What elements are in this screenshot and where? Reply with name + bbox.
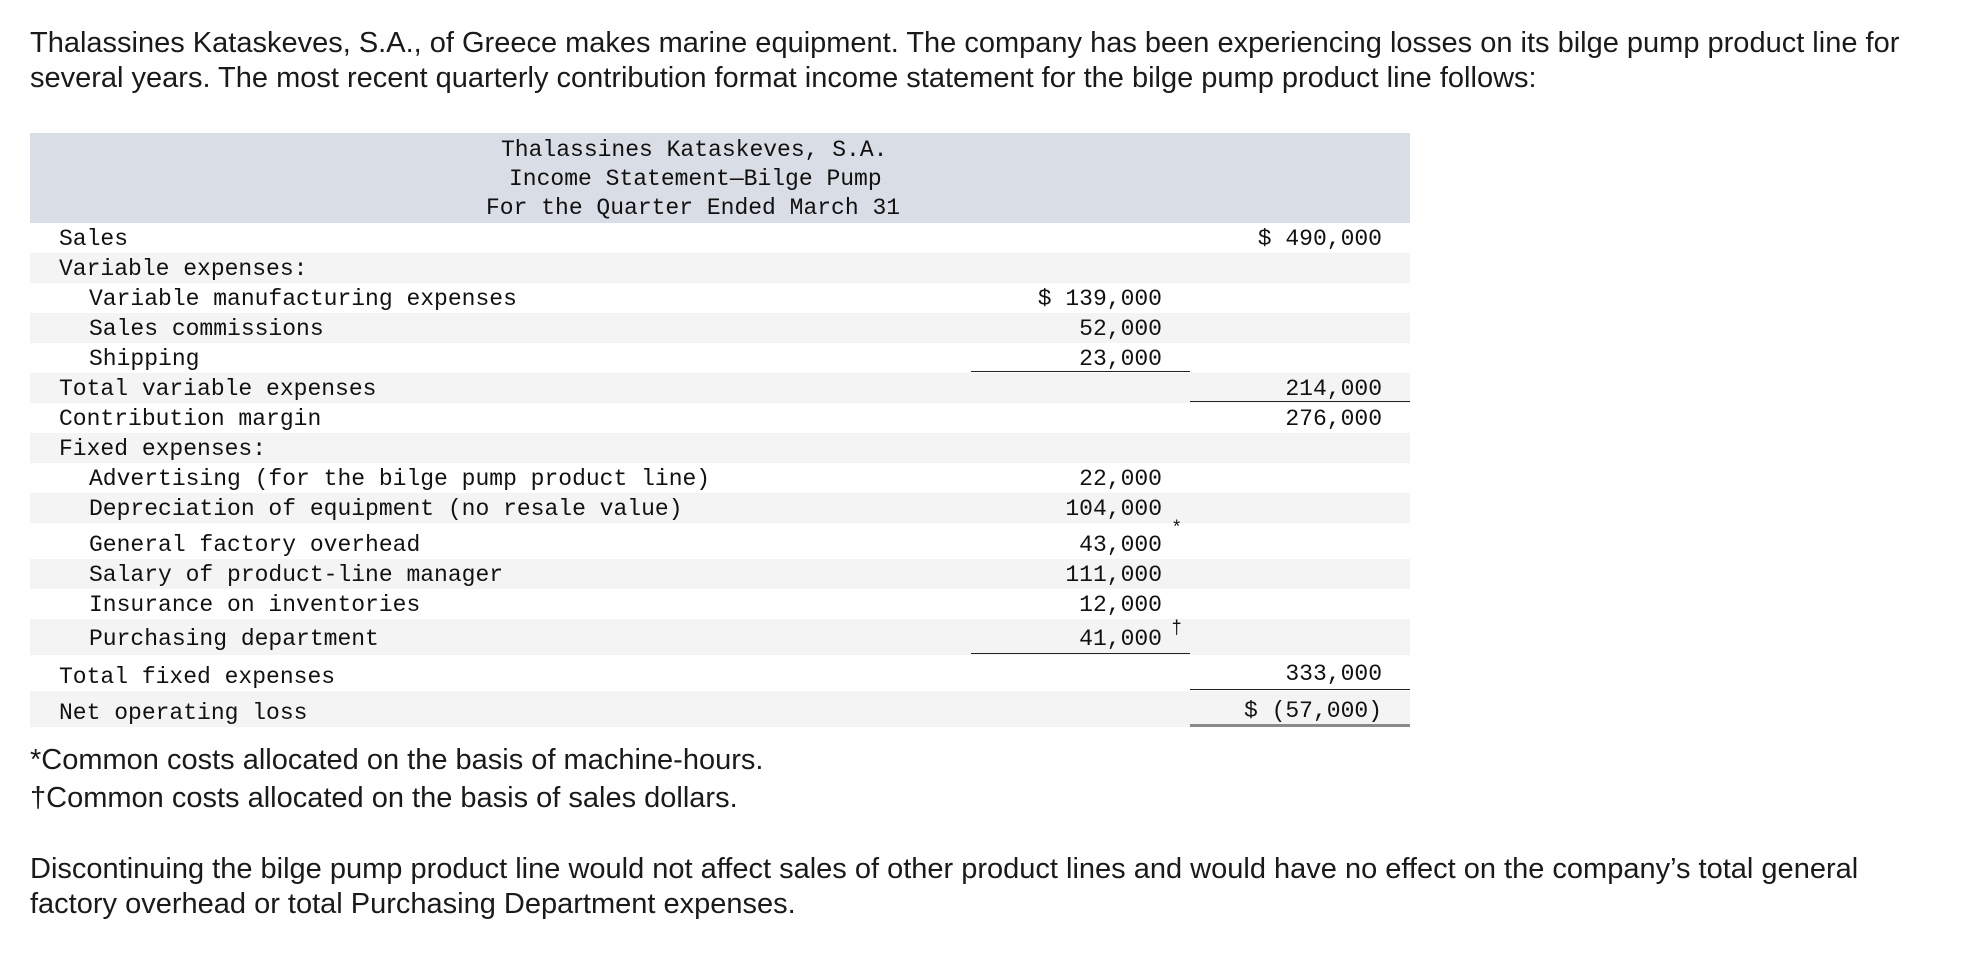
statement-title: Income Statement—Bilge Pump	[509, 166, 882, 192]
row-label: Advertising (for the bilge pump product line)	[89, 466, 711, 492]
table-row	[30, 589, 1410, 619]
footnote-star: *Common costs allocated on the basis of machine-hours.	[30, 744, 764, 776]
row-label: Variable expenses:	[59, 256, 308, 282]
row-amount: 23,000	[1079, 346, 1162, 372]
table-row	[30, 343, 1410, 373]
table-row	[30, 519, 1410, 559]
statement-header	[30, 133, 1410, 223]
row-label: General factory overhead	[89, 532, 421, 558]
row-amount: 111,000	[1065, 562, 1162, 588]
problem-intro: Thalassines Kataskeves, S.A., of Greece makes marine equipment. The company has been experiencing losses on its bilge pump product line for several years. The most recent quarterly contribution format income statement for the bilge pump product line follows:	[30, 27, 1900, 94]
statement-period: For the Quarter Ended March 31	[486, 195, 901, 221]
table-row	[30, 223, 1410, 253]
row-label: Sales	[59, 226, 129, 252]
table-row	[30, 313, 1410, 343]
row-label: Total fixed expenses	[59, 664, 336, 690]
row-label: Insurance on inventories	[89, 592, 421, 618]
row-amount: 12,000	[1079, 592, 1162, 618]
row-label: Purchasing department	[89, 626, 379, 652]
row-label: Total variable expenses	[59, 376, 377, 402]
table-row	[30, 463, 1410, 493]
row-total: 214,000	[1285, 376, 1382, 402]
row-label: Variable manufacturing expenses	[89, 286, 517, 312]
row-label: Net operating loss	[59, 700, 308, 726]
row-total: $ (57,000)	[1243, 698, 1382, 724]
income-statement	[30, 133, 1410, 727]
company-name: Thalassines Kataskeves, S.A.	[501, 137, 888, 163]
problem-conclusion: Discontinuing the bilge pump product line would not affect sales of other product lines and would have no effect on the company’s total general factory overhead or total Purchasing Department expenses.	[30, 853, 1859, 920]
table-row	[30, 373, 1410, 403]
row-amount: 52,000	[1079, 316, 1162, 342]
row-amount: 22,000	[1079, 466, 1162, 492]
row-amount: 43,000	[1079, 532, 1162, 558]
row-label: Fixed expenses:	[59, 436, 267, 462]
row-label: Depreciation of equipment (no resale value)	[89, 496, 683, 522]
footnote-mark-star: *	[1171, 519, 1182, 539]
table-row	[30, 691, 1410, 727]
row-label: Sales commissions	[89, 316, 324, 342]
table-row	[30, 403, 1410, 433]
table-row	[30, 253, 1410, 283]
row-label: Salary of product-line manager	[89, 562, 504, 588]
table-row	[30, 619, 1410, 655]
row-label: Shipping	[89, 346, 200, 372]
row-total: $ 490,000	[1257, 226, 1382, 252]
footnote-dagger: †Common costs allocated on the basis of sales dollars.	[30, 782, 738, 814]
table-row	[30, 655, 1410, 691]
footnote-mark-dagger: †	[1171, 619, 1182, 639]
table-row	[30, 493, 1410, 523]
row-amount: 41,000	[1079, 626, 1162, 652]
row-amount: 104,000	[1065, 496, 1162, 522]
row-total: 333,000	[1285, 661, 1382, 687]
row-total: 276,000	[1285, 406, 1382, 432]
table-row	[30, 559, 1410, 589]
table-row	[30, 283, 1410, 313]
row-amount: $ 139,000	[1037, 286, 1162, 312]
row-label: Contribution margin	[59, 406, 322, 432]
table-row	[30, 433, 1410, 463]
